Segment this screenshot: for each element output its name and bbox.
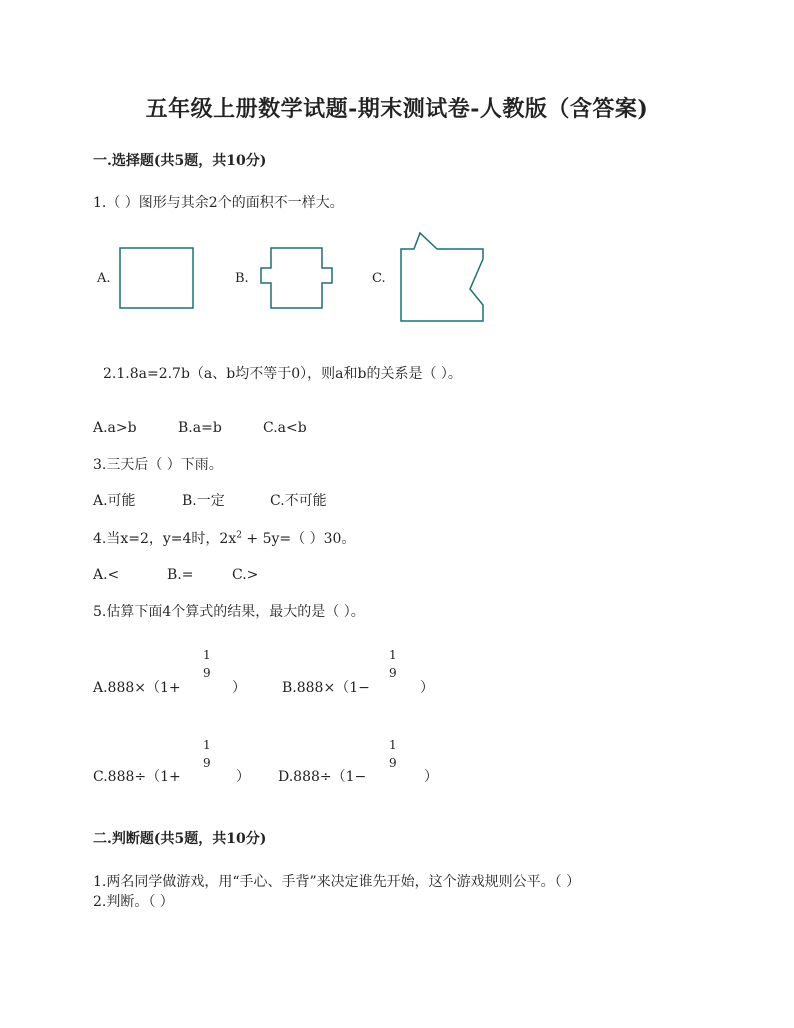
q5-option-a-suffix: ）: [232, 680, 246, 696]
q5-option-d-prefix: D.888÷（1−: [278, 769, 367, 785]
q3-option-a: A.可能: [93, 493, 136, 509]
q5-option-b-prefix: B.888×（1−: [282, 680, 370, 696]
q4-text-before: 4.当x=2，y=4时，2x: [93, 531, 237, 547]
section-1-heading: 一.选择题(共5题，共10分): [93, 153, 267, 169]
question-3: 3.三天后（ ）下雨。: [93, 457, 223, 473]
q2-option-c: C.a<b: [263, 420, 307, 436]
q4-option-a: A.<: [93, 567, 120, 583]
q5-option-c-prefix: C.888÷（1+: [93, 769, 181, 785]
q5-option-c-numerator: 1: [203, 738, 211, 752]
figure-a-label: A.: [97, 271, 111, 286]
question-4: [93, 528, 355, 548]
figure-b-notched-shape: [260, 247, 334, 311]
page-title: 五年级上册数学试题-期末测试卷-人教版（含答案): [145, 96, 649, 122]
figure-b-label: B.: [235, 271, 249, 286]
judge-question-2: 2.判断。（ ）: [93, 894, 174, 910]
q5-option-c-denominator: 9: [203, 756, 211, 770]
q5-option-a-prefix: A.888×（1+: [93, 680, 181, 696]
figure-c-irregular-shape: [399, 231, 485, 323]
q4-text-after: + 5y=（ ）30。: [241, 531, 356, 547]
q4-option-b: B.=: [167, 567, 194, 583]
q4-option-c: C.>: [232, 567, 259, 583]
q5-option-d-numerator: 1: [389, 738, 397, 752]
question-5: 5.估算下面4个算式的结果，最大的是（ ）。: [93, 604, 365, 620]
q5-option-a-denominator: 9: [203, 666, 211, 680]
q5-option-b-numerator: 1: [389, 648, 397, 662]
question-1: 1.（ ）图形与其余2个的面积不一样大。: [93, 195, 344, 211]
q5-option-d-denominator: 9: [389, 756, 397, 770]
figure-a-rectangle: [119, 247, 195, 309]
section-2-heading: 二.判断题(共5题，共10分): [93, 831, 267, 847]
q5-option-b-suffix: ）: [420, 680, 434, 696]
figure-c-label: C.: [372, 271, 386, 286]
q5-option-b-denominator: 9: [389, 666, 397, 680]
q2-option-b: B.a=b: [178, 420, 222, 436]
q5-option-d-suffix: ）: [424, 769, 438, 785]
judge-question-1: 1.两名同学做游戏，用“手心、手背”来决定谁先开始，这个游戏规则公平。（ ）: [93, 874, 581, 890]
q5-option-c-suffix: ）: [236, 769, 250, 785]
question-2: 2.1.8a=2.7b（a、b均不等于0），则a和b的关系是（ ）。: [103, 366, 462, 382]
q3-option-c: C.不可能: [270, 493, 327, 509]
q3-option-b: B.一定: [182, 493, 225, 509]
q4-exponent: 2: [236, 530, 242, 541]
q2-option-a: A.a>b: [93, 420, 137, 436]
q5-option-a-numerator: 1: [203, 648, 211, 662]
